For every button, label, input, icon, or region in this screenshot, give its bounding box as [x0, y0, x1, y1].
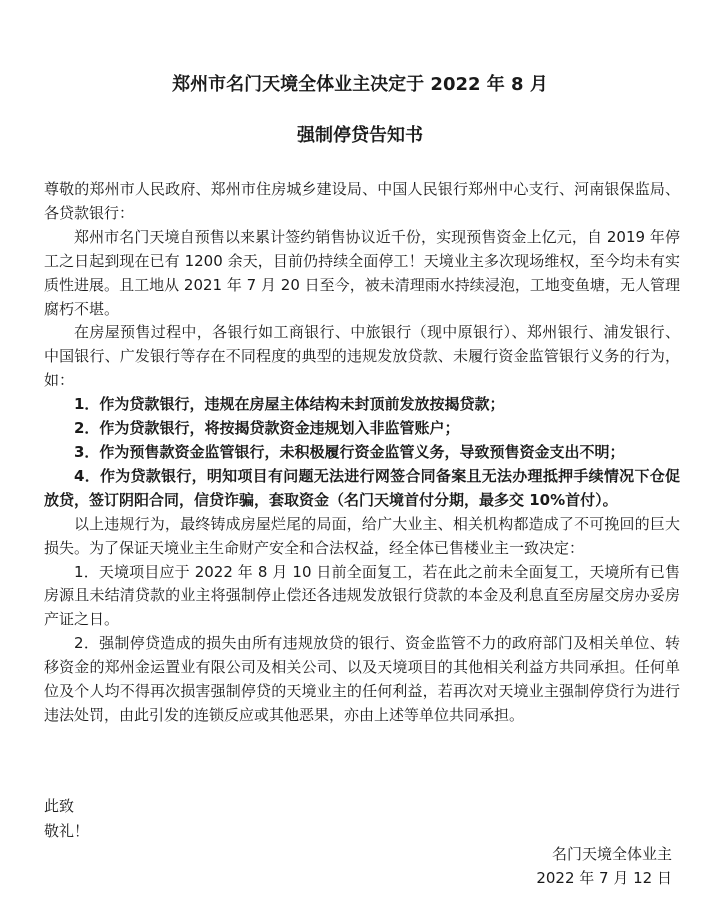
closing-phrase: 此致: [44, 797, 75, 815]
decision-item: 2．强制停贷造成的损失由所有违规放贷的银行、资金监管不力的政府部门及相关单位、转移资金的郑州金运置业有限公司及相关公司、以及天境项目的其他相关利益方共同承担。任何单位及个人均不得再次损害强制停贷的天境业主的任何利益，若再次对天境业主强制停贷行为进行违法处罚，由此引发的连锁反应或其他恶果，亦由上述等单位共同承担。: [44, 634, 680, 724]
salutation: 尊敬的郑州市人民政府、郑州市住房城乡建设局、中国人民银行郑州中心支行、河南银保监局、各贷款银行：: [44, 180, 680, 222]
violation-item: 2．作为贷款银行，将按揭贷款资金违规划入非监管账户；: [74, 419, 460, 438]
document-subtitle: 强制停贷告知书: [297, 125, 423, 146]
paragraph-consequences: 以上违规行为，最终铸成房屋烂尾的局面，给广大业主、相关机构都造成了不可挽回的巨大损失。为了保证天境业主生命财产安全和合法权益，经全体已售楼业主一致决定：: [44, 514, 680, 557]
violation-item: 4．作为贷款银行，明知项目有问题无法进行网签合同备案且无法办理抵押手续情况下仓促放贷，签订阴阳合同，信贷诈骗，套取资金（名门天境首付分期，最多交 10%首付）。: [44, 466, 680, 509]
violation-item: 1．作为贷款银行，违规在房屋主体结构未封顶前发放按揭贷款；: [74, 395, 505, 414]
paragraph-project-status: 郑州市名门天境自预售以来累计签约销售协议近千份，实现预售资金上亿元，自 2019 年停工之日起到现在已有 1200 余天，目前仍持续全面停工！天境业主多次现场维权，至今均未有实质性进展。且工地从 2021 年 7 月 20 日至今，被未清理雨水持续浸泡，工地变鱼塘，无人管理腐朽不堪。: [44, 227, 680, 318]
paragraph-bank-violations-intro: 在房屋预售过程中，各银行如工商银行、中旅银行（现中原银行）、郑州银行、浦发银行、中国银行、广发银行等存在不同程度的典型的违规发放贷款、未履行资金监管银行义务的行为，如：: [44, 323, 680, 390]
closing-salute: 敬礼！: [44, 822, 90, 840]
signature-date: 2022 年 7 月 12 日: [536, 869, 672, 887]
signatory: 名门天境全体业主: [551, 845, 672, 863]
document-title: 郑州市名门天境全体业主决定于 2022 年 8 月: [172, 74, 548, 95]
document-body: [44, 178, 680, 728]
violation-item: 3．作为预售款资金监管银行，未积极履行资金监管义务，导致预售资金支出不明；: [74, 442, 625, 461]
decision-item: 1．天境项目应于 2022 年 8 月 10 日前全面复工，若在此之前未全面复工，天境所有已售房源且未结清贷款的业主将强制停止偿还各违规发放银行贷款的本金及利息直至房屋交房办妥房产证之日。: [44, 562, 680, 629]
